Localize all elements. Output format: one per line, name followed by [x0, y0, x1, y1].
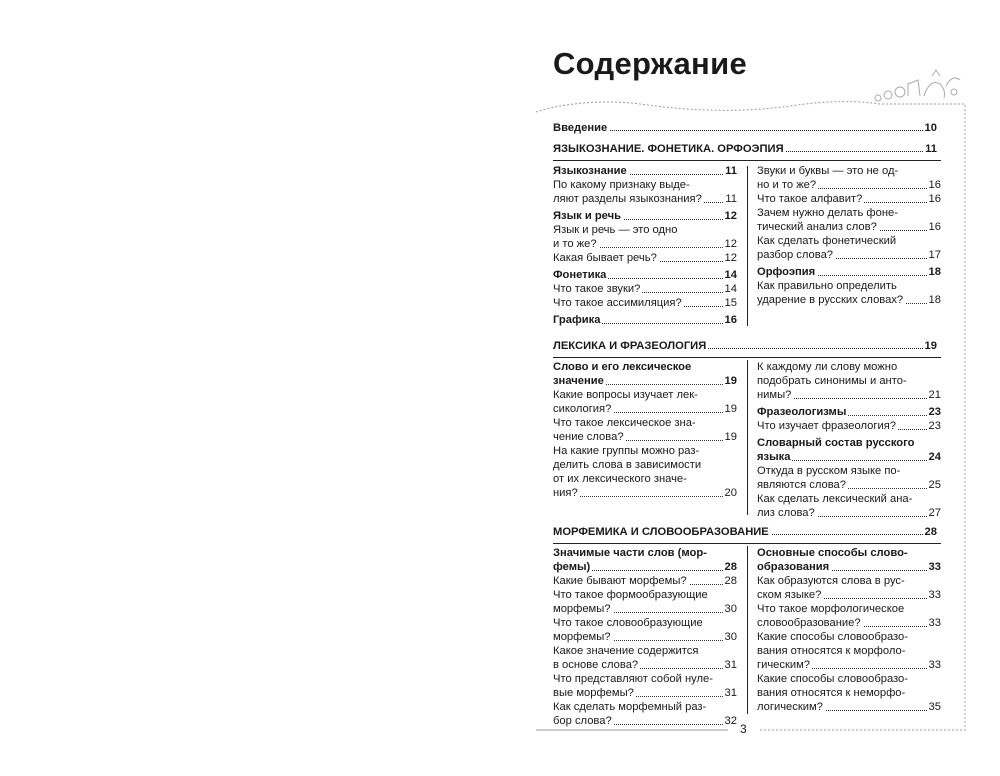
toc-entry-label: значение [553, 375, 604, 387]
toc-entry-label: лиз слова? [757, 507, 815, 519]
toc-entry[interactable] [553, 658, 737, 672]
toc-entry-page: 28 [724, 561, 737, 573]
toc-entry-line: Основные способы слово- [757, 547, 908, 559]
section-divider [553, 160, 941, 161]
toc-entry-label: Фонетика [553, 269, 607, 281]
toc-entry-line: К каждому ли слову можно [757, 361, 898, 373]
toc-entry-line: На какие группы можно раз- [553, 445, 700, 457]
toc-entry-line: Зачем нужно делать фоне- [757, 207, 898, 219]
toc-entry-line: Звуки и буквы — это не од- [757, 165, 899, 177]
toc-entry-line: вания относятся к неморфо- [757, 687, 906, 699]
toc-entry-label: фемы) [553, 561, 591, 573]
toc-entry[interactable] [757, 192, 941, 206]
toc-entry-page: 33 [928, 589, 941, 601]
toc-entry-label: морфемы? [553, 631, 611, 643]
toc-entry-page: 24 [928, 451, 941, 463]
toc-entry[interactable] [757, 178, 941, 192]
toc-entry-label: словообразование? [757, 617, 861, 629]
toc-entry-page: 23 [928, 420, 941, 432]
toc-entry-page: 16 [928, 221, 941, 233]
toc-entry[interactable] [757, 419, 941, 433]
toc-entry-label: Языкознание [553, 165, 627, 177]
toc-entry-page: 33 [928, 617, 941, 629]
toc-entry-line: Откуда в русском языке по- [757, 465, 901, 477]
toc-entry[interactable] [757, 560, 941, 574]
page-number: 3 [740, 722, 747, 736]
toc-entry-line: Какие способы словообразо- [757, 631, 908, 643]
toc-entry-page: 17 [928, 249, 941, 261]
toc-entry-page: 14 [724, 269, 737, 281]
toc-entry-label: Что такое алфавит? [757, 193, 863, 205]
toc-entry[interactable] [757, 293, 941, 307]
toc-entry[interactable] [553, 296, 737, 310]
toc-entry-line: Что такое формообразующие [553, 589, 708, 601]
toc-entry-line: Язык и речь — это одно [553, 224, 678, 236]
toc-section-page: 28 [924, 526, 937, 538]
toc-entry[interactable] [757, 220, 941, 234]
toc-entry-label: тический анализ слов? [757, 221, 877, 233]
toc-entry-page: 18 [928, 266, 941, 278]
toc-entry-label: ударение в русских словах? [757, 294, 904, 306]
toc-entry[interactable] [757, 616, 941, 630]
toc-entry[interactable] [553, 486, 737, 500]
toc-entry-line: Словарный состав русского [757, 437, 915, 449]
page-title: Содержание [553, 46, 747, 81]
toc-entry[interactable] [553, 209, 737, 223]
toc-entry-line: Как образуются слова в рус- [757, 575, 905, 587]
toc-entry-line: Слово и его лексическое [553, 361, 692, 373]
toc-entry-label: образования [757, 561, 830, 573]
toc-entry[interactable] [553, 192, 737, 206]
section-divider [553, 357, 941, 358]
toc-entry-label: ляют разделы языкознания? [553, 193, 702, 205]
toc-entry-label: Какая бывает речь? [553, 252, 657, 264]
toc-entry-label: но и то же? [757, 179, 817, 191]
toc-entry-label: бор слова? [553, 715, 612, 727]
toc-entry-page: 31 [724, 659, 737, 671]
toc-entry[interactable] [757, 506, 941, 520]
toc-intro-page: 10 [924, 122, 937, 134]
toc-entry[interactable] [553, 430, 737, 444]
toc-entry-page: 19 [724, 375, 737, 387]
toc-entry-label: сикология? [553, 403, 612, 415]
toc-entry-page: 30 [724, 603, 737, 615]
column-divider [747, 360, 748, 515]
toc-entry-line: Что представляют собой нуле- [553, 673, 713, 685]
toc-entry[interactable] [757, 405, 941, 419]
toc-entry-page: 18 [928, 294, 941, 306]
toc-entry-page: 25 [928, 479, 941, 491]
toc-entry-page: 15 [724, 297, 737, 309]
toc-entry[interactable] [757, 388, 941, 402]
toc-entry-label: Язык и речь [553, 210, 621, 222]
toc-entry-page: 30 [724, 631, 737, 643]
toc-entry-label: Что такое ассимиляция? [553, 297, 682, 309]
toc-entry-line: делить слова в зависимости [553, 459, 702, 471]
toc-entry-label: чение слова? [553, 431, 624, 443]
dot-leader [553, 130, 937, 131]
toc-entry-page: 35 [928, 701, 941, 713]
column-divider [747, 546, 748, 714]
doodle-illustration [875, 70, 960, 101]
toc-entry-line: Как сделать лексический ана- [757, 493, 913, 505]
toc-entry-line: По какому признаку выде- [553, 179, 690, 191]
toc-entry-page: 14 [724, 283, 737, 295]
toc-entry-page: 12 [724, 252, 737, 264]
toc-entry[interactable] [553, 686, 737, 700]
toc-entry-label: логическим? [757, 701, 823, 713]
toc-entry-page: 28 [724, 575, 737, 587]
toc-entry-line: Что такое словообразующие [553, 617, 703, 629]
toc-entry-label: Графика [553, 314, 601, 326]
toc-entry-label: и то же? [553, 238, 597, 250]
toc-entry[interactable] [553, 630, 737, 644]
toc-section-2[interactable] [553, 339, 937, 355]
toc-entry-label: Фразеологизмы [757, 406, 847, 418]
toc-entry-page: 21 [928, 389, 941, 401]
toc-entry[interactable] [553, 560, 737, 574]
toc-entry-page: 11 [725, 193, 737, 205]
toc-entry[interactable] [757, 700, 941, 714]
toc-entry-page: 16 [724, 314, 737, 326]
toc-entry-label: Какие бывают морфемы? [553, 575, 687, 587]
toc-entry-line: вания относятся к морфоло- [757, 645, 906, 657]
toc-entry-label: языка [757, 451, 791, 463]
toc-entry[interactable] [757, 478, 941, 492]
toc-entry-label: ния? [553, 487, 578, 499]
toc-entry-label: в основе слова? [553, 659, 639, 671]
toc-entry-line: подобрать синонимы и анто- [757, 375, 907, 387]
toc-entry-line: Как правильно определить [757, 280, 897, 292]
toc-entry-line: Какое значение содержится [553, 645, 699, 657]
toc-entry-page: 12 [724, 210, 737, 222]
toc-entry[interactable] [757, 658, 941, 672]
toc-entry-page: 16 [928, 193, 941, 205]
toc-entry-page: 11 [725, 165, 737, 177]
toc-entry[interactable] [553, 268, 737, 282]
toc-section-page: 11 [925, 143, 937, 155]
toc-entry-label: Орфоэпия [757, 266, 816, 278]
toc-entry-page: 23 [928, 406, 941, 418]
toc-entry[interactable] [553, 602, 737, 616]
toc-entry-label: гическим? [757, 659, 811, 671]
toc-entry[interactable] [553, 251, 737, 265]
toc-section-1[interactable] [553, 142, 937, 158]
toc-entry-page: 32 [724, 715, 737, 727]
toc-entry[interactable] [553, 313, 737, 327]
toc-entry[interactable] [553, 237, 737, 251]
toc-section-label: МОРФЕМИКА И СЛОВООБРАЗОВАНИЕ [553, 526, 769, 538]
toc-entry-line: Что такое морфологическое [757, 603, 905, 615]
column-divider [747, 166, 748, 326]
toc-entry-page: 33 [928, 561, 941, 573]
toc-intro-label: Введение [553, 122, 608, 134]
toc-section-label: ЛЕКСИКА И ФРАЗЕОЛОГИЯ [553, 340, 707, 352]
toc-entry[interactable] [553, 374, 737, 388]
toc-intro[interactable] [553, 121, 937, 137]
section-divider [553, 543, 941, 544]
toc-section-label: ЯЗЫКОЗНАНИЕ. ФОНЕТИКА. ОРФОЭПИЯ [553, 143, 784, 155]
toc-entry[interactable] [553, 164, 737, 178]
toc-entry-line: Что такое лексическое зна- [553, 417, 696, 429]
toc-entry-label: разбор слова? [757, 249, 834, 261]
toc-entry[interactable] [553, 714, 737, 728]
toc-entry-page: 12 [724, 238, 737, 250]
toc-entry-label: нимы? [757, 389, 792, 401]
toc-entry-page: 31 [724, 687, 737, 699]
toc-entry-line: Какие вопросы изучает лек- [553, 389, 698, 401]
toc-entry[interactable] [757, 588, 941, 602]
toc-entry-label: Что изучает фразеология? [757, 420, 896, 432]
toc-entry[interactable] [757, 450, 941, 464]
toc-entry-page: 33 [928, 659, 941, 671]
toc-entry-page: 16 [928, 179, 941, 191]
dot-leader [553, 496, 737, 497]
toc-entry-page: 27 [928, 507, 941, 519]
toc-entry-label: ском языке? [757, 589, 822, 601]
toc-entry-label: морфемы? [553, 603, 611, 615]
toc-entry-page: 19 [724, 403, 737, 415]
toc-entry-line: Какие способы словообразо- [757, 673, 908, 685]
toc-entry-label: вые морфемы? [553, 687, 634, 699]
toc-section-3[interactable] [553, 525, 937, 541]
toc-entry-page: 20 [724, 487, 737, 499]
toc-entry-line: Как сделать морфемный раз- [553, 701, 707, 713]
toc-entry-line: Значимые части слов (мор- [553, 547, 707, 559]
toc-entry[interactable] [553, 282, 737, 296]
toc-entry-label: Что такое звуки? [553, 283, 641, 295]
toc-entry-line: Как сделать фонетический [757, 235, 897, 247]
toc-section-page: 19 [924, 340, 937, 352]
toc-entry[interactable] [553, 574, 737, 588]
toc-entry[interactable] [553, 402, 737, 416]
toc-entry-page: 19 [724, 431, 737, 443]
toc-entry[interactable] [757, 248, 941, 262]
toc-entry[interactable] [757, 265, 941, 279]
toc-entry-label: являются слова? [757, 479, 846, 491]
toc-entry-line: от их лексического значе- [553, 473, 687, 485]
